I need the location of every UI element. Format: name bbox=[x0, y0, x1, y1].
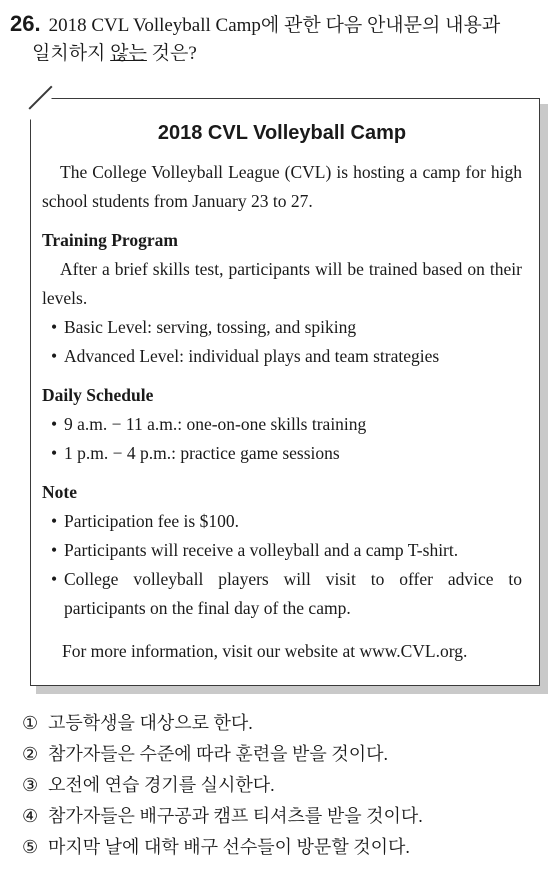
bullet-icon: • bbox=[51, 569, 58, 589]
bullet-icon: • bbox=[51, 540, 58, 560]
choice-number: ⑤ bbox=[22, 837, 39, 857]
list-item bbox=[46, 439, 522, 468]
schedule-heading: Daily Schedule bbox=[42, 385, 154, 405]
question-text-after: 것은? bbox=[146, 43, 197, 64]
list-item bbox=[46, 342, 522, 371]
notice-folded-corner bbox=[30, 98, 52, 120]
note-item-fee: Participation fee is $100. bbox=[64, 511, 239, 531]
choice-4[interactable] bbox=[22, 801, 542, 832]
choice-1[interactable] bbox=[22, 708, 542, 739]
question-underlined-word: 않는 bbox=[110, 43, 147, 64]
note-item-visit: College volleyball players will visit to offer advice to participants on the final day of the camp. bbox=[64, 569, 522, 618]
training-text: After a brief skills test, participants will be trained based on their levels. bbox=[42, 259, 522, 308]
notice-intro: The College Volleyball League (CVL) is hosting a camp for high school students from January 23 to 27. bbox=[42, 162, 522, 211]
choice-text: 마지막 날에 대학 배구 선수들이 방문할 것이다. bbox=[48, 837, 410, 857]
choice-3[interactable] bbox=[22, 770, 542, 801]
notice-title: 2018 CVL Volleyball Camp bbox=[157, 122, 407, 144]
choice-2[interactable] bbox=[22, 739, 542, 770]
bullet-icon: • bbox=[51, 346, 58, 366]
notice-content bbox=[42, 118, 522, 666]
question-text: 2018 CVL Volleyball Camp에 관한 다음 안내문의 내용과 bbox=[48, 15, 501, 36]
choice-number: ④ bbox=[22, 806, 39, 826]
training-item-advanced: Advanced Level: individual plays and team strategies bbox=[64, 346, 440, 366]
schedule-item-morning: 9 a.m. − 11 a.m.: one-on-one skills training bbox=[64, 414, 367, 434]
bullet-icon: • bbox=[51, 511, 58, 531]
note-heading: Note bbox=[42, 482, 77, 502]
choice-number: ③ bbox=[22, 775, 39, 795]
question-stem bbox=[10, 10, 545, 68]
list-item bbox=[46, 313, 522, 342]
bullet-icon: • bbox=[51, 414, 58, 434]
choice-text: 참가자들은 수준에 따라 훈련을 받을 것이다. bbox=[48, 744, 388, 764]
more-info: For more information, visit our website at www.CVL.org. bbox=[62, 641, 468, 661]
answer-choices bbox=[22, 708, 542, 863]
bullet-icon: • bbox=[51, 443, 58, 463]
question-line-2 bbox=[10, 40, 545, 68]
choice-text: 참가자들은 배구공과 캠프 티셔츠를 받을 것이다. bbox=[48, 806, 423, 826]
note-item-gifts: Participants will receive a volleyball and a camp T-shirt. bbox=[64, 540, 459, 560]
list-item bbox=[46, 507, 522, 536]
list-item bbox=[46, 536, 522, 565]
training-item-basic: Basic Level: serving, tossing, and spiking bbox=[64, 317, 357, 337]
choice-5[interactable] bbox=[22, 832, 542, 863]
bullet-icon: • bbox=[51, 317, 58, 337]
question-line-1 bbox=[10, 10, 545, 40]
choice-text: 오전에 연습 경기를 실시한다. bbox=[48, 775, 275, 795]
list-item bbox=[46, 410, 522, 439]
choice-text: 고등학생을 대상으로 한다. bbox=[48, 713, 253, 733]
schedule-item-afternoon: 1 p.m. − 4 p.m.: practice game sessions bbox=[64, 443, 340, 463]
list-item bbox=[46, 565, 522, 623]
question-text-before: 일치하지 bbox=[32, 43, 111, 64]
choice-number: ② bbox=[22, 744, 39, 764]
question-number: 26. bbox=[10, 11, 41, 36]
choice-number: ① bbox=[22, 713, 39, 733]
training-heading: Training Program bbox=[42, 230, 178, 250]
